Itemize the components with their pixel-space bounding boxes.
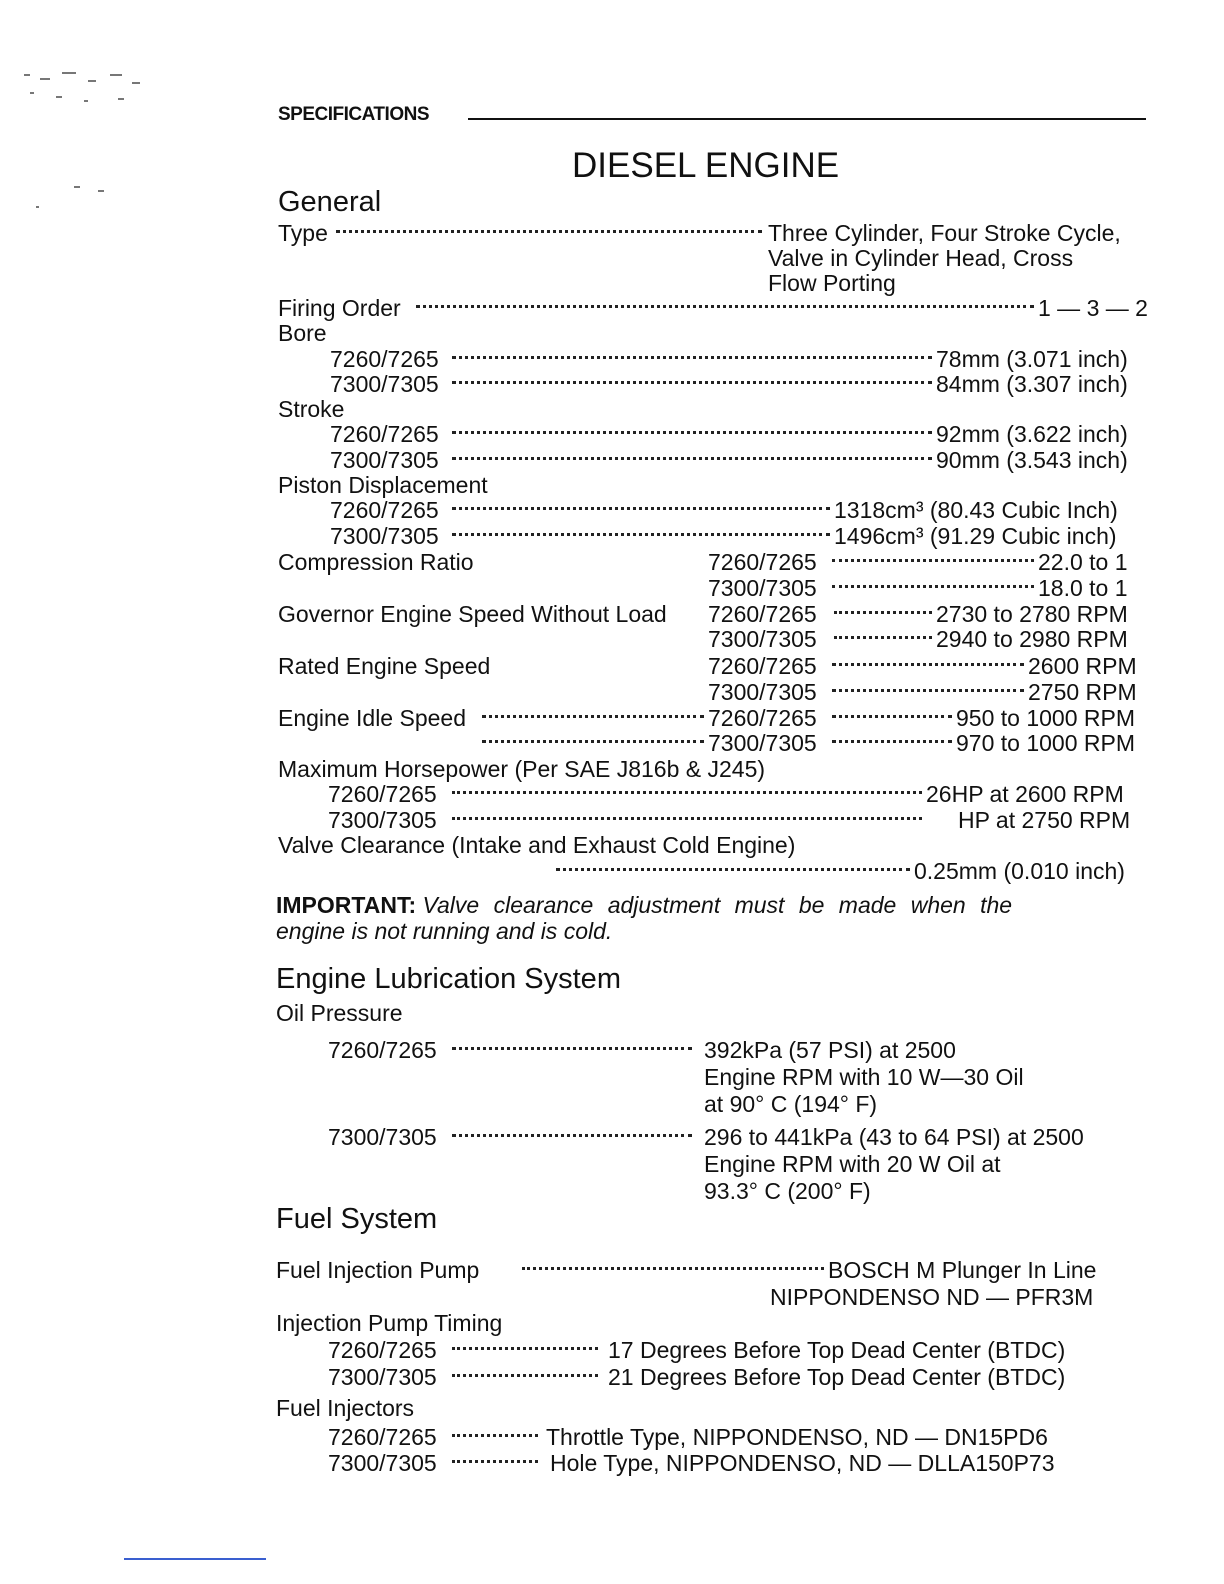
lubrication-heading: Engine Lubrication System: [276, 963, 621, 995]
fuel-pump-value-1: BOSCH M Plunger In Line: [828, 1257, 1097, 1283]
timing-label: Injection Pump Timing: [276, 1310, 503, 1336]
injectors-model-2: 7300/7305: [328, 1450, 437, 1476]
type-value-2: Valve in Cylinder Head, Cross: [768, 245, 1074, 271]
leader-dots: [452, 356, 932, 359]
stroke-label: Stroke: [278, 396, 345, 422]
leader-dots: [834, 611, 932, 614]
stroke-model-1: 7260/7265: [330, 421, 439, 447]
compression-label: Compression Ratio: [278, 549, 474, 575]
compression-value-2: 18.0 to 1: [1038, 575, 1128, 601]
stroke-value-1: 92mm (3.622 inch): [936, 421, 1128, 447]
leader-dots: [452, 381, 932, 384]
leader-dots: [452, 533, 830, 536]
horsepower-value-1: 26HP at 2600 RPM: [926, 781, 1124, 807]
bore-value-1: 78mm (3.071 inch): [936, 346, 1128, 372]
rated-model-2: 7300/7305: [708, 679, 817, 705]
leader-dots: [452, 507, 830, 510]
stroke-value-2: 90mm (3.543 inch): [936, 447, 1128, 473]
injectors-value-2: Hole Type, NIPPONDENSO, ND — DLLA150P73: [550, 1450, 1055, 1476]
displacement-value-2: 1496cm³ (91.29 Cubic inch): [834, 523, 1117, 549]
stroke-model-2: 7300/7305: [330, 447, 439, 473]
timing-model-2: 7300/7305: [328, 1364, 437, 1390]
oil-value-1-line-2: Engine RPM with 10 W—30 Oil: [704, 1064, 1024, 1090]
general-heading: General: [278, 186, 382, 218]
governor-model-1: 7260/7265: [708, 601, 817, 627]
leader-dots: [452, 1434, 538, 1437]
bore-value-2: 84mm (3.307 inch): [936, 371, 1128, 397]
leader-dots: [556, 868, 910, 871]
leader-dots: [452, 817, 922, 820]
governor-value-2: 2940 to 2980 RPM: [936, 626, 1128, 652]
valve-label: Valve Clearance (Intake and Exhaust Cold Engine): [278, 832, 796, 858]
rated-model-1: 7260/7265: [708, 653, 817, 679]
leader-dots: [482, 740, 704, 743]
firing-order-label: Firing Order: [278, 295, 401, 321]
idle-model-1: 7260/7265: [708, 705, 817, 731]
valve-value: 0.25mm (0.010 inch): [914, 858, 1125, 884]
fuel-pump-label: Fuel Injection Pump: [276, 1257, 480, 1283]
leader-dots: [452, 1347, 598, 1350]
important-text-2: engine is not running and is cold.: [276, 918, 613, 944]
leader-dots: [834, 636, 932, 639]
leader-dots: [522, 1267, 824, 1270]
header-rule: [468, 118, 1146, 120]
leader-dots: [452, 431, 932, 434]
leader-dots: [452, 1134, 692, 1137]
idle-label: Engine Idle Speed: [278, 705, 466, 731]
governor-model-2: 7300/7305: [708, 626, 817, 652]
important-note-line-1: [276, 892, 1012, 918]
displacement-model-2: 7300/7305: [330, 523, 439, 549]
oil-value-2-line-3: 93.3° C (200° F): [704, 1178, 871, 1204]
leader-dots: [832, 559, 1034, 562]
timing-value-1: 17 Degrees Before Top Dead Center (BTDC): [608, 1337, 1066, 1363]
oil-value-1-line-3: at 90° C (194° F): [704, 1091, 878, 1117]
governor-label: Governor Engine Speed Without Load: [278, 601, 667, 627]
oil-value-1-line-1: 392kPa (57 PSI) at 2500: [704, 1037, 956, 1063]
page-title: DIESEL ENGINE: [572, 146, 840, 185]
bore-model-1: 7260/7265: [330, 346, 439, 372]
displacement-model-1: 7260/7265: [330, 497, 439, 523]
injectors-model-1: 7260/7265: [328, 1424, 437, 1450]
leader-dots: [832, 663, 1024, 666]
horsepower-label: Maximum Horsepower (Per SAE J816b & J245): [278, 756, 766, 782]
oil-model-2: 7300/7305: [328, 1124, 437, 1150]
section-header: SPECIFICATIONS: [278, 104, 429, 125]
horsepower-model-2: 7300/7305: [328, 807, 437, 833]
oil-value-2-line-1: 296 to 441kPa (43 to 64 PSI) at 2500: [704, 1124, 1084, 1150]
oil-model-1: 7260/7265: [328, 1037, 437, 1063]
leader-dots: [416, 305, 1034, 308]
rated-value-1: 2600 RPM: [1028, 653, 1137, 679]
leader-dots: [452, 1460, 538, 1463]
oil-value-2-line-2: Engine RPM with 20 W Oil at: [704, 1151, 1001, 1177]
bore-label: Bore: [278, 320, 327, 346]
rated-value-2: 2750 RPM: [1028, 679, 1137, 705]
governor-value-1: 2730 to 2780 RPM: [936, 601, 1128, 627]
leader-dots: [832, 740, 952, 743]
fuel-heading: Fuel System: [276, 1203, 438, 1235]
type-value-1: Three Cylinder, Four Stroke Cycle,: [768, 220, 1121, 246]
important-label: IMPORTANT:: [276, 892, 417, 918]
page-footer-rule: [124, 1558, 266, 1560]
displacement-value-1: 1318cm³ (80.43 Cubic Inch): [834, 497, 1118, 523]
leader-dots: [832, 715, 952, 718]
type-value-3: Flow Porting: [768, 270, 896, 296]
horsepower-value-2: HP at 2750 RPM: [958, 807, 1131, 833]
injectors-label: Fuel Injectors: [276, 1395, 415, 1421]
compression-model-2: 7300/7305: [708, 575, 817, 601]
leader-dots: [832, 585, 1034, 588]
injectors-value-1: Throttle Type, NIPPONDENSO, ND — DN15PD6: [546, 1424, 1048, 1450]
timing-model-1: 7260/7265: [328, 1337, 437, 1363]
compression-model-1: 7260/7265: [708, 549, 817, 575]
displacement-label: Piston Displacement: [278, 472, 488, 498]
rated-label: Rated Engine Speed: [278, 653, 491, 679]
horsepower-model-1: 7260/7265: [328, 781, 437, 807]
bore-model-2: 7300/7305: [330, 371, 439, 397]
important-note-line-2: [276, 918, 612, 944]
idle-model-2: 7300/7305: [708, 730, 817, 756]
firing-order-value: 1 — 3 — 2: [1038, 295, 1148, 321]
timing-value-2: 21 Degrees Before Top Dead Center (BTDC): [608, 1364, 1066, 1390]
leader-dots: [832, 689, 1024, 692]
important-text-1: Valve clearance adjustment must be made when the: [422, 892, 1013, 918]
leader-dots: [452, 1374, 598, 1377]
fuel-pump-value-2: NIPPONDENSO ND — PFR3M: [770, 1284, 1094, 1310]
leader-dots: [482, 715, 704, 718]
compression-value-1: 22.0 to 1: [1038, 549, 1128, 575]
leader-dots: [452, 1047, 692, 1050]
type-label: Type: [278, 220, 328, 246]
leader-dots: [336, 230, 762, 233]
oil-pressure-label: Oil Pressure: [276, 1000, 403, 1026]
idle-value-2: 970 to 1000 RPM: [956, 730, 1136, 756]
leader-dots: [452, 457, 932, 460]
leader-dots: [452, 791, 922, 794]
idle-value-1: 950 to 1000 RPM: [956, 705, 1136, 731]
